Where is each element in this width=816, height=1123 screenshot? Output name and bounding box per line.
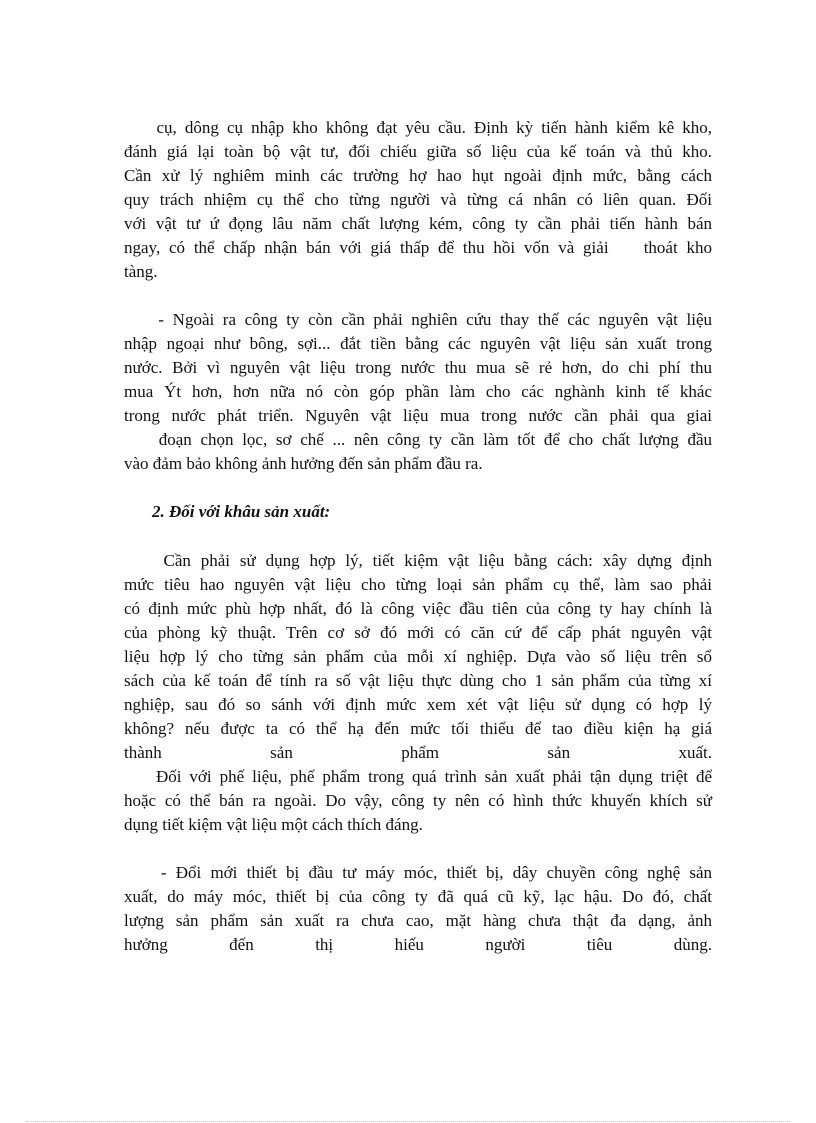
paragraph-3-line-6: sách của kế toán để tính ra số vật liệu thực dùng cho 1 sản phẩm của từng xí	[124, 671, 712, 690]
paragraph-3-line-5: liệu hợp lý cho từng sản phẩm của mỗi xí nghiệp. Dựa vào số liệu trên sổ	[124, 647, 712, 666]
paragraph-3-line-1: Cần phải sử dụng hợp lý, tiết kiệm vật liệu bằng cách: xây dựng định	[124, 551, 712, 570]
paragraph-4-line-1: - Đổi mới thiết bị đầu tư máy móc, thiết bị, dây chuyền công nghệ sản	[124, 863, 712, 882]
paragraph-3-line-10: Đối với phế liệu, phế phẩm trong quá trình sản xuất phải tận dụng triệt để	[124, 767, 712, 786]
paragraph-1-line-2: đánh giá lại toàn bộ vật tư, đối chiếu giữa số liệu của kế toán và thủ kho.	[124, 142, 712, 161]
paragraph-2-line-3: nước. Bởi vì nguyên vật liệu trong nước thu mua sẽ rẻ hơn, do chi phí thu	[124, 358, 712, 377]
paragraph-3-line-11: hoặc có thể bán ra ngoài. Do vậy, công ty nên có hình thức khuyến khích sử	[124, 791, 712, 810]
paragraph-3-line-9: thành sản phẩm sản xuất.	[124, 743, 712, 762]
paragraph-2-line-2: nhập ngoại như bông, sợi... đắt tiền bằng các nguyên vật liệu sản xuất trong	[124, 334, 712, 353]
page-bottom-divider	[26, 1121, 790, 1122]
paragraph-3-line-4: của phòng kỹ thuật. Trên cơ sở đó mới có căn cứ để cấp phát nguyên vật	[124, 623, 712, 642]
paragraph-3-line-7: nghiệp, sau đó so sánh với định mức xem xét vật liệu sử dụng có hợp lý	[124, 695, 712, 714]
section-heading: 2. Đối với khâu sản xuất:	[152, 502, 331, 521]
paragraph-1-line-4: quy trách nhiệm cụ thể cho từng người và từng cá nhân có liên quan. Đối	[124, 190, 712, 209]
paragraph-2-line-6: đoạn chọn lọc, sơ chế ... nên công ty cần làm tốt để cho chất lượng đầu	[124, 430, 712, 449]
paragraph-2-line-5: trong nước phát triển. Nguyên vật liệu mua trong nước cần phải qua giai	[124, 406, 712, 425]
paragraph-1-line-5: với vật tư ứ đọng lâu năm chất lượng kém, công ty cần phải tiến hành bán	[124, 214, 712, 233]
paragraph-2-line-1: - Ngoài ra công ty còn cần phải nghiên cứu thay thế các nguyên vật liệu	[124, 310, 712, 329]
paragraph-4-line-4: hưởng đến thị hiếu người tiêu dùng.	[124, 935, 712, 954]
paragraph-4-line-2: xuất, do máy móc, thiết bị của công ty đã quá cũ kỹ, lạc hậu. Do đó, chất	[124, 887, 712, 906]
paragraph-2-line-4: mua Ýt hơn, hơn nữa nó còn góp phần làm cho các nghành kinh tế khác	[124, 382, 712, 401]
paragraph-3-line-8: không? nếu được ta có thể hạ đến mức tối thiểu để tao điều kiện hạ giá	[124, 719, 712, 738]
paragraph-1-line-3: Cần xử lý nghiêm minh các trường hợ hao hụt ngoài định mức, bằng cách	[124, 166, 712, 185]
paragraph-1-line-6: ngay, có thể chấp nhận bán với giá thấp để thu hồi vốn và giải thoát kho	[124, 238, 712, 257]
paragraph-2-line-7: vào đảm bảo không ảnh hưởng đến sản phẩm đầu ra.	[124, 454, 483, 473]
paragraph-3-line-12: dụng tiết kiệm vật liệu một cách thích đáng.	[124, 815, 423, 834]
paragraph-1-line-1: cụ, dông cụ nhập kho không đạt yêu cầu. Định kỳ tiến hành kiểm kê kho,	[124, 118, 712, 137]
paragraph-4-line-3: lượng sản phẩm sản xuất ra chưa cao, mặt hàng chưa thật đa dạng, ảnh	[124, 911, 712, 930]
paragraph-1-line-7: tàng.	[124, 262, 158, 281]
paragraph-3-line-2: mức tiêu hao nguyên vật liệu cho từng loại sản phẩm cụ thể, làm sao phải	[124, 575, 712, 594]
paragraph-3-line-3: có định mức phù hợp nhất, đó là công việc đầu tiên của công ty hay chính là	[124, 599, 712, 618]
